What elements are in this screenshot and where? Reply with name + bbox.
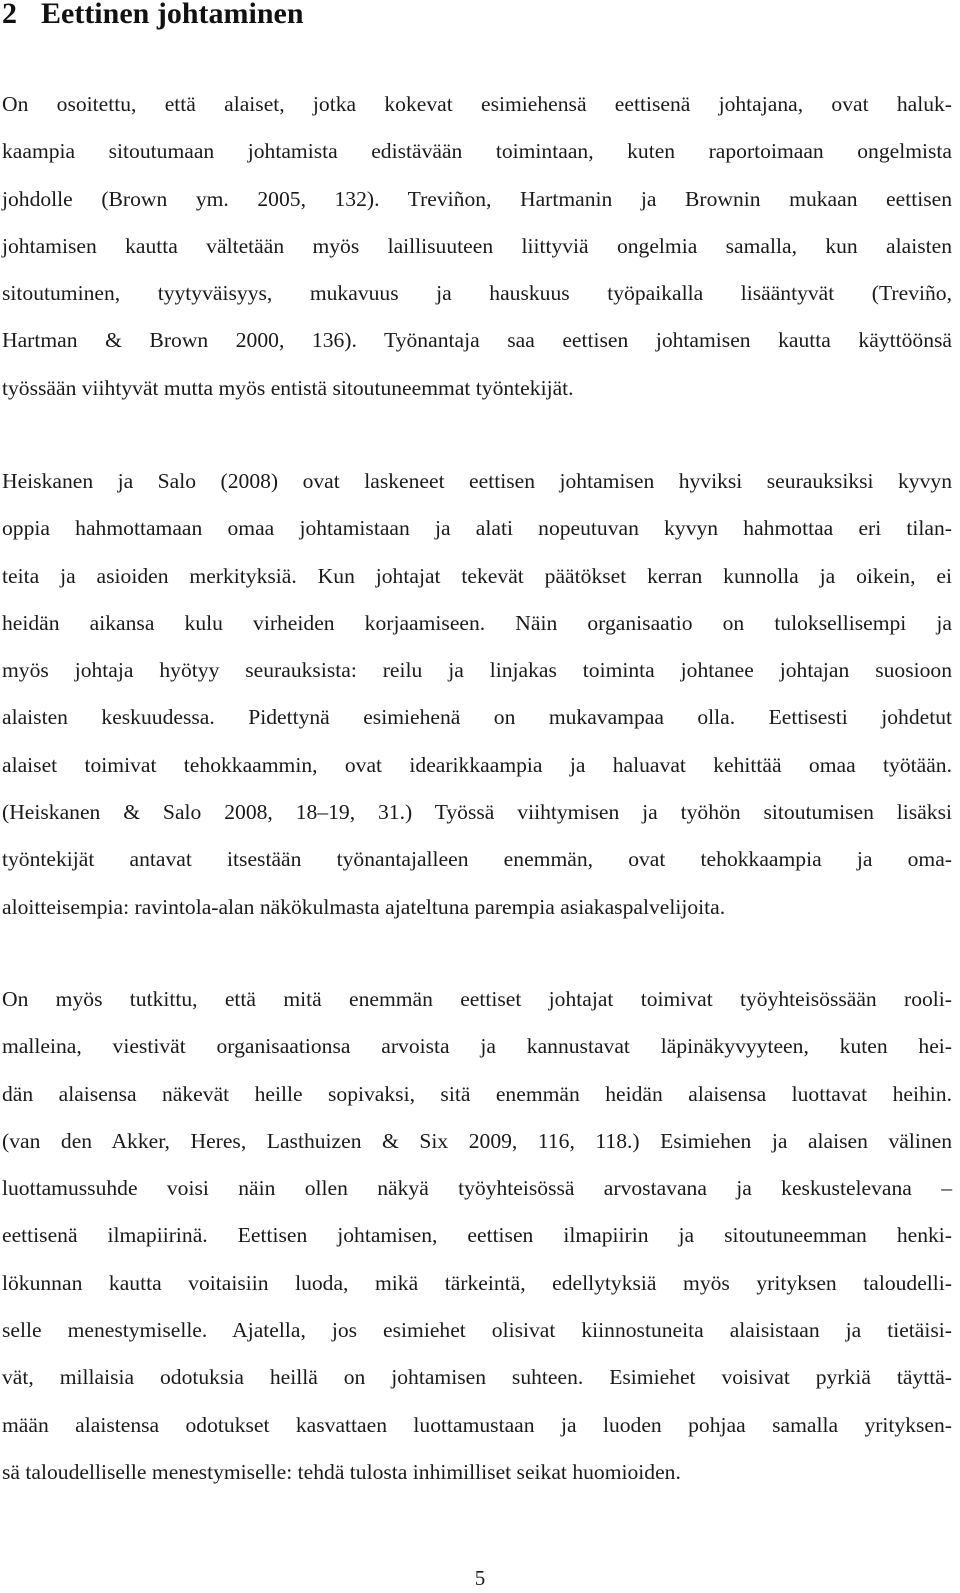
paragraph-2 bbox=[2, 458, 952, 931]
text-line: oppia hahmottamaan omaa johtamistaan ja alati nopeutuvan kyvyn hahmottaa eri tilan- bbox=[2, 516, 952, 541]
text-line: On osoitettu, että alaiset, jotka kokevat esimiehensä eettisenä johtajana, ovat haluk- bbox=[2, 92, 952, 116]
text-line: sitoutuminen, tyytyväisyys, mukavuus ja hauskuus työpaikalla lisääntyvät (Treviño, bbox=[2, 281, 952, 306]
text-line: johtamisen kautta vältetään myös laillisuuteen liittyviä ongelmia samalla, kun alaisten bbox=[2, 233, 952, 258]
text-line: malleina, viestivät organisaationsa arvoista ja kannustavat läpinäkyvyyteen, kuten hei- bbox=[2, 1034, 952, 1059]
text-line: selle menestymiselle. Ajatella, jos esimiehet olisivat kiinnostuneita alaisistaan ja tietäisi- bbox=[2, 1318, 952, 1343]
paragraph-3 bbox=[2, 976, 952, 1496]
text-line: työssään viihtyvät mutta myös entistä sitoutuneemmat työntekijät. bbox=[2, 375, 574, 400]
text-line: alaiset toimivat tehokkaammin, ovat idearikkaampia ja haluavat kehittää omaa työtään. bbox=[2, 752, 952, 777]
text-line: teita ja asioiden merkityksiä. Kun johtajat tekevät päätökset kerran kunnolla ja oikein, ei bbox=[2, 563, 952, 588]
text-line: Heiskanen ja Salo (2008) ovat laskeneet eettisen johtamisen hyviksi seurauksiksi kyvyn bbox=[2, 469, 952, 493]
text-line: aloitteisempia: ravintola-alan näkökulmasta ajateltuna parempia asiakaspalvelijoita. bbox=[2, 894, 726, 919]
text-line: mään alaistensa odotukset kasvattaen luottamustaan ja luoden pohjaa samalla yrityksen- bbox=[2, 1412, 952, 1437]
text-line: vät, millaisia odotuksia heillä on johtamisen suhteen. Esimiehet voisivat pyrkiä täyttä- bbox=[2, 1365, 952, 1390]
text-line: kaampia sitoutumaan johtamista edistävään toimintaan, kuten raportoimaan ongelmista bbox=[2, 139, 952, 164]
text-line: alaisten keskuudessa. Pidettynä esimiehenä on mukavampaa olla. Eettisesti johdetut bbox=[2, 705, 952, 730]
text-line: On myös tutkittu, että mitä enemmän eettiset johtajat toimivat työyhteisössään rooli- bbox=[2, 987, 952, 1011]
section-number: 2 bbox=[2, 0, 17, 30]
text-line: myös johtaja hyötyy seurauksista: reilu ja linjakas toiminta johtanee johtajan suosioon bbox=[2, 658, 952, 683]
text-line: Hartman & Brown 2000, 136). Työnantaja saa eettisen johtamisen kautta käyttöönsä bbox=[2, 328, 952, 353]
text-line: heidän aikansa kulu virheiden korjaamiseen. Näin organisaatio on tuloksellisempi ja bbox=[2, 610, 952, 635]
text-line: lökunnan kautta voitaisiin luoda, mikä tärkeintä, edellytyksiä myös yrityksen taloudelli- bbox=[2, 1270, 952, 1295]
section-heading bbox=[2, 0, 304, 32]
text-line: sä taloudelliselle menestymiselle: tehdä tulosta inhimilliset seikat huomioiden. bbox=[2, 1459, 681, 1484]
section-title: Eettinen johtaminen bbox=[41, 0, 304, 30]
text-line: (van den Akker, Heres, Lasthuizen & Six 2009, 116, 118.) Esimiehen ja alaisen välinen bbox=[2, 1128, 952, 1153]
page-number: 5 bbox=[474, 1566, 486, 1590]
text-line: (Heiskanen & Salo 2008, 18–19, 31.) Työssä viihtymisen ja työhön sitoutumisen lisäksi bbox=[2, 800, 952, 825]
text-line: työntekijät antavat itsestään työnantajalleen enemmän, ovat tehokkaampia ja oma- bbox=[2, 847, 952, 872]
paragraph-1 bbox=[2, 81, 952, 412]
text-line: luottamussuhde voisi näin ollen näkyä työyhteisössä arvostavana ja keskustelevana – bbox=[2, 1176, 952, 1201]
text-line: dän alaisensa näkevät heille sopivaksi, sitä enemmän heidän alaisensa luottavat heihin. bbox=[2, 1081, 952, 1106]
text-line: johdolle (Brown ym. 2005, 132). Treviñon, Hartmanin ja Brownin mukaan eettisen bbox=[2, 186, 952, 211]
text-line: eettisenä ilmapiirinä. Eettisen johtamisen, eettisen ilmapiirin ja sitoutuneemman henki- bbox=[2, 1223, 952, 1248]
